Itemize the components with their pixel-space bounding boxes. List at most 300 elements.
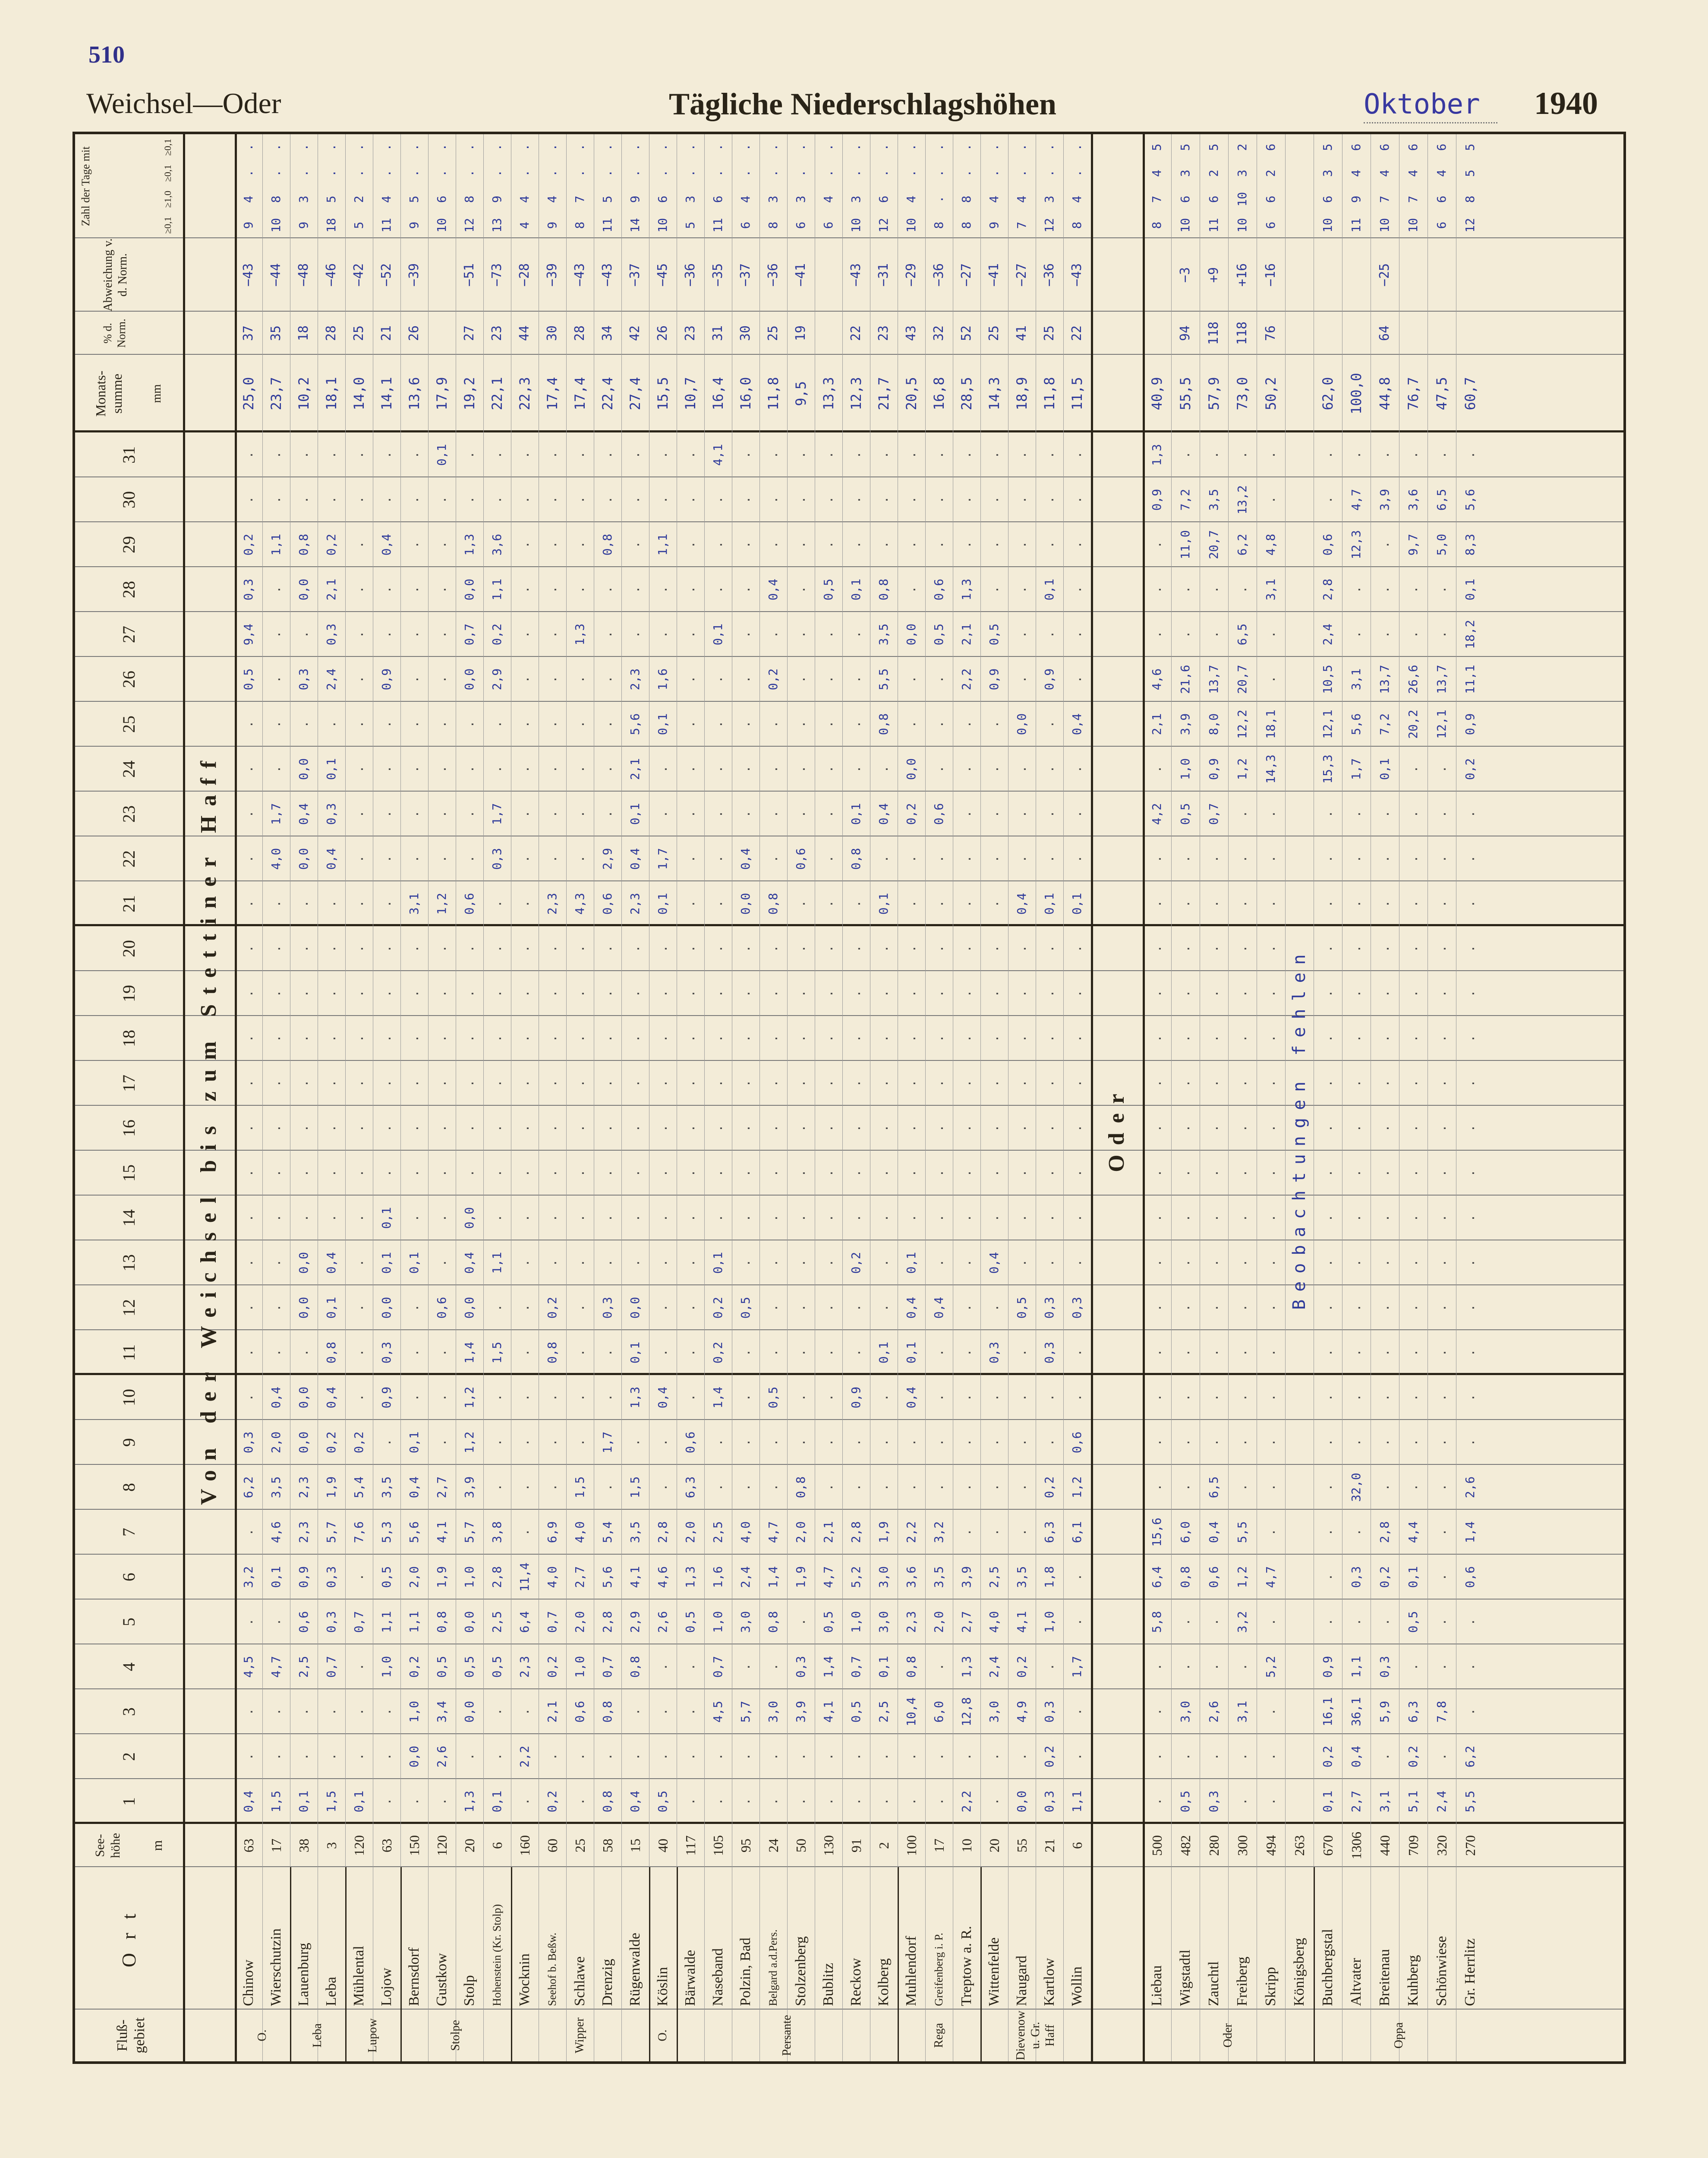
east-pomerania-precip-cell: . (435, 1349, 449, 1357)
east-pomerania-precip-cell: . (959, 1169, 974, 1177)
oder-source-precip-cell: . (1235, 1214, 1249, 1222)
east-pomerania-precip-cell: 1,3 (462, 533, 476, 556)
east-pomerania-precip-cell: 6,0 (932, 1701, 946, 1723)
east-pomerania-precip-cell: . (296, 720, 311, 728)
east-pomerania-precip-cell: . (987, 855, 1001, 863)
east-pomerania-precip-cell: . (296, 1349, 311, 1357)
east-pomerania-precip-cell: . (573, 1394, 587, 1401)
precipitation-table (72, 132, 1626, 2064)
east-pomerania-monthly-sum: 14,1 (378, 377, 395, 410)
east-pomerania-precip-cell: . (849, 451, 863, 459)
east-pomerania-precip-cell: . (932, 1214, 946, 1222)
oder-source-precip-cell: . (1150, 1079, 1164, 1087)
oder-source-precip-cell: 0,1 (1463, 578, 1477, 601)
oder-source-station-name: Königsberg (1291, 1937, 1307, 2006)
east-pomerania-station-name: Drenzig (599, 1959, 615, 2006)
oder-source-station-height: 320 (1434, 1835, 1450, 1856)
east-pomerania-precip-cell: . (849, 900, 863, 908)
east-pomerania-precip-cell: . (904, 1483, 918, 1491)
east-pomerania-day-count: 10 (904, 218, 918, 233)
east-pomerania-river-name: Leba (311, 2023, 324, 2048)
oder-source-station-height: 494 (1263, 1835, 1279, 1856)
east-pomerania-day-count: . (711, 169, 725, 177)
table-rotated-body (75, 134, 1623, 2061)
east-pomerania-day-count: 3 (766, 196, 780, 203)
east-pomerania-precip-cell: . (545, 675, 559, 683)
oder-source-precip-cell: 0,2 (1320, 1745, 1335, 1768)
east-pomerania-deviation: −27 (1014, 263, 1029, 287)
east-pomerania-precip-cell: 1,4 (821, 1656, 835, 1678)
east-pomerania-precip-cell: 0,5 (683, 1611, 697, 1633)
oder-source-precip-cell: . (1463, 1663, 1477, 1671)
oder-source-precip-cell: 10,5 (1320, 665, 1335, 694)
east-pomerania-day-count: 9 (490, 196, 504, 203)
east-pomerania-precip-cell: . (573, 1124, 587, 1132)
header-day-19: 19 (119, 985, 139, 1002)
oder-source-precip-cell: . (1320, 1528, 1335, 1536)
oder-source-pct-norm (1399, 312, 1428, 355)
east-pomerania-precip-cell: 4,1 (435, 1521, 449, 1543)
oder-source-precip-cell: . (1406, 1304, 1420, 1312)
oder-source-day-count: 6 (1434, 221, 1449, 229)
east-pomerania-day-count: . (545, 143, 559, 151)
oder-source-precip-cell: . (1207, 1079, 1221, 1087)
east-pomerania-precip-cell: 0,4 (904, 1386, 918, 1409)
east-pomerania-precip-cell: 2,0 (794, 1521, 808, 1543)
east-pomerania-precip-cell: 1,7 (1070, 1656, 1084, 1678)
oder-source-precip-cell: 6,2 (1463, 1745, 1477, 1768)
east-pomerania-precip-cell: 2,1 (959, 623, 974, 646)
oder-source-precip-cell: . (1178, 1079, 1192, 1087)
east-pomerania-day-count: 5 (407, 196, 421, 203)
east-pomerania-precip-cell: . (1070, 1214, 1084, 1222)
east-pomerania-precip-cell: 0,2 (1015, 1656, 1029, 1678)
east-pomerania-station-height: 15 (627, 1839, 643, 1852)
east-pomerania-precip-cell: 11,4 (517, 1562, 532, 1592)
east-pomerania-day-count: . (1070, 143, 1084, 151)
east-pomerania-precip-cell: 1,1 (490, 1252, 504, 1274)
east-pomerania-precip-cell: . (379, 1753, 394, 1760)
east-pomerania-precip-cell: . (1015, 631, 1029, 638)
east-pomerania-precip-cell: . (435, 1798, 449, 1805)
east-pomerania-precip-cell: . (904, 1214, 918, 1222)
east-pomerania-day-count: . (241, 143, 255, 151)
header-day-12: 12 (119, 1299, 139, 1316)
east-pomerania-day-count: 3 (849, 196, 863, 203)
east-pomerania-precip-cell: . (352, 855, 366, 863)
east-pomerania-precip-cell: . (1070, 1169, 1084, 1177)
oder-source-precip-cell: . (1264, 1798, 1278, 1805)
east-pomerania-precip-cell: 3,9 (959, 1566, 974, 1588)
east-pomerania-precip-cell: 3,5 (932, 1566, 946, 1588)
east-pomerania-precip-cell: . (959, 1394, 974, 1401)
oder-source-precip-cell: . (1264, 631, 1278, 638)
east-pomerania-precip-cell: . (655, 1663, 670, 1671)
east-pomerania-precip-cell: . (876, 496, 891, 504)
east-pomerania-precip-cell: . (1015, 990, 1029, 997)
east-pomerania-precip-cell: . (849, 1304, 863, 1312)
east-pomerania-precip-cell: . (296, 1708, 311, 1716)
east-pomerania-precip-cell: . (987, 810, 1001, 818)
east-pomerania-day-count: . (794, 169, 808, 177)
oder-source-precip-cell: . (1207, 1259, 1221, 1267)
oder-source-precip-cell: . (1207, 1035, 1221, 1042)
east-pomerania-station-height: 17 (931, 1839, 947, 1852)
east-pomerania-precip-cell: . (545, 1259, 559, 1267)
east-pomerania-precip-cell: 5,3 (379, 1521, 394, 1543)
east-pomerania-monthly-sum: 17,9 (434, 377, 450, 410)
east-pomerania-precip-cell: . (545, 451, 559, 459)
oder-source-precip-cell: 6,4 (1150, 1566, 1164, 1588)
east-pomerania-precip-cell: 3,0 (876, 1611, 891, 1633)
oder-source-station-height: 263 (1292, 1835, 1307, 1856)
east-pomerania-precip-cell: . (821, 1483, 835, 1491)
oder-source-precip-cell: . (1434, 1573, 1449, 1581)
east-pomerania-precip-cell: . (517, 1439, 532, 1446)
oder-source-precip-cell: 0,3 (1349, 1566, 1363, 1588)
east-pomerania-precip-cell: . (1070, 496, 1084, 504)
east-pomerania-precip-cell: . (738, 1214, 753, 1222)
header-day-20: 20 (119, 940, 139, 957)
east-pomerania-precip-cell: . (738, 1753, 753, 1760)
east-pomerania-precip-cell: . (904, 1439, 918, 1446)
east-pomerania-day-count: . (932, 169, 946, 177)
east-pomerania-precip-cell: 0,0 (296, 1297, 311, 1319)
header-day-31: 31 (119, 446, 139, 464)
oder-source-precip-cell: . (1463, 810, 1477, 818)
east-pomerania-precip-cell: . (766, 1035, 780, 1042)
east-pomerania-precip-cell: . (876, 855, 891, 863)
east-pomerania-precip-cell: 2,8 (490, 1566, 504, 1588)
east-pomerania-precip-cell: . (987, 1439, 1001, 1446)
oder-source-precip-cell: . (1264, 1753, 1278, 1760)
east-pomerania-monthly-sum: 18,1 (323, 377, 340, 410)
east-pomerania-precip-cell: . (821, 1304, 835, 1312)
east-pomerania-precip-cell: . (269, 1169, 283, 1177)
east-pomerania-precip-cell: . (435, 945, 449, 953)
east-pomerania-precip-cell: . (379, 496, 394, 504)
oder-source-precip-cell: . (1349, 810, 1363, 818)
east-pomerania-pct-norm: 28 (572, 325, 587, 341)
east-pomerania-precip-cell: 2,3 (545, 893, 559, 915)
oder-source-precip-cell: 5,2 (1264, 1656, 1278, 1678)
east-pomerania-precip-cell: . (1070, 945, 1084, 953)
east-pomerania-precip-cell: . (876, 1753, 891, 1760)
east-pomerania-day-count: 8 (959, 221, 974, 229)
east-pomerania-precip-cell: . (683, 1079, 697, 1087)
east-pomerania-precip-cell: . (932, 720, 946, 728)
east-pomerania-station-height: 40 (655, 1839, 671, 1852)
east-pomerania-precip-cell: . (435, 1079, 449, 1087)
east-pomerania-precip-cell: . (1070, 1618, 1084, 1626)
header-day-2: 2 (119, 1752, 139, 1761)
east-pomerania-precip-cell: . (821, 1394, 835, 1401)
east-pomerania-day-count: 9 (545, 221, 559, 229)
east-pomerania-precip-cell: . (296, 1169, 311, 1177)
east-pomerania-precip-cell: 4,1 (711, 444, 725, 466)
east-pomerania-precip-cell: 0,6 (435, 1297, 449, 1319)
east-pomerania-precip-cell: . (655, 1349, 670, 1357)
east-pomerania-day-count: . (821, 143, 835, 151)
east-pomerania-deviation (815, 238, 842, 312)
oder-source-precip-cell: . (1178, 1663, 1192, 1671)
east-pomerania-precip-cell: . (269, 945, 283, 953)
oder-source-station-name: Zauchtl (1206, 1961, 1222, 2006)
oder-source-precip-cell: . (1434, 990, 1449, 997)
east-pomerania-precip-cell: 2,2 (959, 1790, 974, 1813)
east-pomerania-precip-cell: . (766, 1259, 780, 1267)
oder-source-precip-cell: . (1235, 990, 1249, 997)
east-pomerania-precip-cell: . (766, 1124, 780, 1132)
oder-source-deviation (1342, 238, 1371, 312)
east-pomerania-station-name: Seehof b. Beßw. (546, 1932, 558, 2006)
east-pomerania-precip-cell: . (600, 1394, 615, 1401)
oder-source-precip-cell: 36,1 (1349, 1697, 1363, 1726)
east-pomerania-precip-cell: 1,3 (628, 1386, 642, 1409)
east-pomerania-precip-cell: . (545, 1124, 559, 1132)
east-pomerania-precip-cell: . (821, 631, 835, 638)
oder-source-day-count: 7 (1150, 196, 1164, 203)
oder-source-precip-cell: 4,2 (1150, 803, 1164, 825)
east-pomerania-precip-cell: . (904, 720, 918, 728)
east-pomerania-precip-cell: . (545, 765, 559, 773)
east-pomerania-precip-cell: 0,3 (1042, 1341, 1056, 1364)
east-pomerania-precip-cell: 5,7 (738, 1701, 753, 1723)
oder-source-pct-norm (1314, 312, 1342, 355)
oder-source-precip-cell: 3,9 (1178, 713, 1192, 735)
oder-source-precip-cell: . (1207, 1124, 1221, 1132)
east-pomerania-day-count: 18 (324, 218, 338, 233)
oder-source-station-name: Wigstadtl (1177, 1950, 1193, 2006)
oder-source-precip-cell: . (1264, 1349, 1278, 1357)
east-pomerania-river-name: Persante (780, 2015, 794, 2056)
oder-source-precip-cell: . (1264, 1439, 1278, 1446)
east-pomerania-precip-cell: . (932, 945, 946, 953)
east-pomerania-precip-cell: . (517, 1798, 532, 1805)
east-pomerania-precip-cell: 0,7 (849, 1656, 863, 1678)
east-pomerania-pct-norm: 32 (931, 325, 946, 341)
east-pomerania-precip-cell: . (738, 1035, 753, 1042)
oder-source-precip-cell: . (1406, 1169, 1420, 1177)
oder-source-day-count: 8 (1463, 196, 1477, 203)
east-pomerania-precip-cell: . (296, 1214, 311, 1222)
east-pomerania-precip-cell: 0,0 (904, 758, 918, 780)
east-pomerania-precip-cell: 3,9 (794, 1701, 808, 1723)
east-pomerania-precip-cell: 4,5 (241, 1656, 255, 1678)
east-pomerania-precip-cell: . (407, 1394, 421, 1401)
oder-source-precip-cell: 0,7 (1207, 803, 1221, 825)
oder-source-precip-cell: 2,4 (1320, 623, 1335, 646)
east-pomerania-day-count: 10 (269, 218, 283, 233)
oder-source-precip-cell: . (1264, 1483, 1278, 1491)
east-pomerania-precip-cell: 0,1 (296, 1790, 311, 1813)
east-pomerania-precip-cell: . (1042, 1035, 1056, 1042)
east-pomerania-precip-cell: . (655, 1169, 670, 1177)
east-pomerania-precip-cell: 3,0 (766, 1701, 780, 1723)
east-pomerania-precip-cell: . (269, 496, 283, 504)
east-pomerania-precip-cell: 0,2 (241, 533, 255, 556)
east-pomerania-precip-cell: . (821, 810, 835, 818)
east-pomerania-monthly-sum: 11,5 (1069, 377, 1085, 410)
oder-source-precip-cell: . (1434, 1483, 1449, 1491)
oder-source-precip-cell: . (1178, 1124, 1192, 1132)
east-pomerania-precip-cell: 2,3 (628, 668, 642, 691)
oder-source-precip-cell: . (1434, 1124, 1449, 1132)
east-pomerania-precip-cell: . (352, 900, 366, 908)
oder-source-day-count: 8 (1150, 221, 1164, 229)
east-pomerania-precip-cell: . (517, 586, 532, 593)
oder-source-precip-cell: . (1377, 1124, 1392, 1132)
east-pomerania-station-name: Schlawe (572, 1956, 588, 2006)
oder-source-precip-cell: . (1264, 675, 1278, 683)
oder-source-precip-cell: 0,4 (1207, 1521, 1221, 1543)
east-pomerania-precip-cell: 5,7 (462, 1521, 476, 1543)
east-pomerania-precip-cell: . (490, 900, 504, 908)
east-pomerania-precip-cell: . (490, 1079, 504, 1087)
east-pomerania-monthly-sum: 28,5 (958, 377, 975, 410)
east-pomerania-precip-cell: . (821, 1169, 835, 1177)
east-pomerania-precip-cell: . (379, 1035, 394, 1042)
east-pomerania-precip-cell: . (794, 810, 808, 818)
east-pomerania-precip-cell: . (545, 1483, 559, 1491)
east-pomerania-precip-cell: . (1070, 1573, 1084, 1581)
east-pomerania-precip-cell: . (352, 1124, 366, 1132)
header-zahl-threshold: ≥0,1 (162, 217, 173, 234)
east-pomerania-precip-cell: . (435, 675, 449, 683)
header-day-5: 5 (119, 1618, 139, 1626)
east-pomerania-precip-cell: . (1042, 945, 1056, 953)
oder-source-precip-cell: . (1434, 451, 1449, 459)
east-pomerania-precip-cell: . (959, 1753, 974, 1760)
east-pomerania-precip-cell: 0,6 (600, 893, 615, 915)
east-pomerania-precip-cell: . (738, 496, 753, 504)
header-pct-norm: % d. Norm. (101, 319, 128, 348)
east-pomerania-pct-norm (815, 312, 842, 355)
east-pomerania-precip-cell: . (407, 1214, 421, 1222)
east-pomerania-precip-cell: . (794, 1304, 808, 1312)
east-pomerania-river-name: O. (656, 2029, 669, 2041)
east-pomerania-precip-cell: 0,4 (379, 533, 394, 556)
oder-source-precip-cell: . (1150, 541, 1164, 549)
east-pomerania-precip-cell: 0,8 (600, 1790, 615, 1813)
east-pomerania-precip-cell: . (738, 1169, 753, 1177)
east-pomerania-precip-cell: . (821, 451, 835, 459)
east-pomerania-precip-cell: 0,4 (628, 848, 642, 870)
east-pomerania-precip-cell: . (794, 765, 808, 773)
east-pomerania-precip-cell: . (683, 1349, 697, 1357)
oder-source-precip-cell: . (1377, 1439, 1392, 1446)
east-pomerania-precip-cell: . (379, 1079, 394, 1087)
east-pomerania-precip-cell: . (379, 855, 394, 863)
east-pomerania-day-count: . (821, 169, 835, 177)
east-pomerania-day-count: 4 (517, 221, 532, 229)
east-pomerania-precip-cell: . (296, 1035, 311, 1042)
east-pomerania-precip-cell: . (738, 810, 753, 818)
east-pomerania-precip-cell: . (573, 1259, 587, 1267)
oder-source-precip-cell: . (1377, 1214, 1392, 1222)
east-pomerania-pct-norm: 37 (241, 325, 256, 341)
east-pomerania-precip-cell: . (655, 1259, 670, 1267)
oder-source-station-height: 280 (1206, 1835, 1222, 1856)
east-pomerania-precip-cell: 0,0 (738, 893, 753, 915)
oder-source-precip-cell: . (1178, 1618, 1192, 1626)
east-pomerania-precip-cell: . (573, 1035, 587, 1042)
east-pomerania-precip-cell: . (1042, 855, 1056, 863)
east-pomerania-day-count: 4 (1070, 196, 1084, 203)
oder-source-precip-cell: . (1207, 1394, 1221, 1401)
oder-source-precip-cell: 3,2 (1235, 1611, 1249, 1633)
east-pomerania-precip-cell: . (1015, 1528, 1029, 1536)
oder-source-precip-cell: 0,6 (1207, 1566, 1221, 1588)
east-pomerania-precip-cell: . (987, 1124, 1001, 1132)
east-pomerania-precip-cell: . (849, 1349, 863, 1357)
oder-source-station-height: 440 (1377, 1835, 1393, 1856)
east-pomerania-station-name: Bernsdorf (406, 1947, 422, 2006)
east-pomerania-monthly-sum: 21,7 (876, 377, 892, 410)
east-pomerania-precip-cell: . (766, 1079, 780, 1087)
header-ort: O r t (118, 1909, 140, 1968)
east-pomerania-monthly-sum: 12,3 (848, 377, 864, 410)
east-pomerania-precip-cell: . (987, 496, 1001, 504)
oder-source-precip-cell: 1,3 (1150, 444, 1164, 466)
east-pomerania-precip-cell: . (573, 1753, 587, 1760)
east-pomerania-day-count: . (683, 169, 697, 177)
oder-source-precip-cell: . (1150, 1214, 1164, 1222)
east-pomerania-day-count: . (324, 169, 338, 177)
east-pomerania-precip-cell: . (738, 675, 753, 683)
east-pomerania-precip-cell: . (683, 720, 697, 728)
east-pomerania-precip-cell: . (1015, 810, 1029, 818)
east-pomerania-deviation: −41 (793, 263, 808, 287)
east-pomerania-precip-cell: . (683, 855, 697, 863)
east-pomerania-precip-cell: 0,9 (296, 1566, 311, 1588)
east-pomerania-precip-cell: 0,0 (407, 1745, 421, 1768)
oder-source-precip-cell: . (1178, 1394, 1192, 1401)
east-pomerania-precip-cell: . (407, 451, 421, 459)
east-pomerania-precip-cell: . (490, 720, 504, 728)
east-pomerania-precip-cell: . (435, 855, 449, 863)
oder-source-pct-norm: 118 (1206, 321, 1221, 345)
east-pomerania-precip-cell: 0,4 (324, 1386, 338, 1409)
east-pomerania-deviation: −43 (600, 263, 615, 287)
oder-source-precip-cell: . (1406, 1483, 1420, 1491)
header-day-17: 17 (119, 1075, 139, 1092)
east-pomerania-precip-cell: 6,3 (683, 1476, 697, 1499)
east-pomerania-precip-cell: . (876, 1214, 891, 1222)
oder-source-day-count: 6 (1406, 143, 1420, 151)
east-pomerania-precip-cell: . (545, 990, 559, 997)
oder-source-precip-cell: . (1235, 451, 1249, 459)
east-pomerania-day-count: . (241, 169, 255, 177)
east-pomerania-precip-cell: 0,1 (324, 758, 338, 780)
east-pomerania-precip-cell: . (490, 1169, 504, 1177)
east-pomerania-precip-cell: . (849, 1079, 863, 1087)
oder-source-precip-cell: . (1235, 810, 1249, 818)
east-pomerania-precip-cell: . (352, 1035, 366, 1042)
east-pomerania-precip-cell: 0,2 (545, 1790, 559, 1813)
east-pomerania-precip-cell: . (683, 1708, 697, 1716)
oder-source-precip-cell: 6,5 (1207, 1476, 1221, 1499)
east-pomerania-precip-cell: . (1015, 1259, 1029, 1267)
oder-source-precip-cell: 1,2 (1235, 758, 1249, 780)
oder-source-day-count: 9 (1349, 196, 1363, 203)
oder-source-precip-cell: . (1377, 810, 1392, 818)
east-pomerania-river-name: Lupow (366, 2018, 379, 2053)
east-pomerania-precip-cell: . (545, 855, 559, 863)
east-pomerania-precip-cell: . (904, 1798, 918, 1805)
oder-source-precip-cell: . (1463, 990, 1477, 997)
east-pomerania-precip-cell: . (435, 541, 449, 549)
